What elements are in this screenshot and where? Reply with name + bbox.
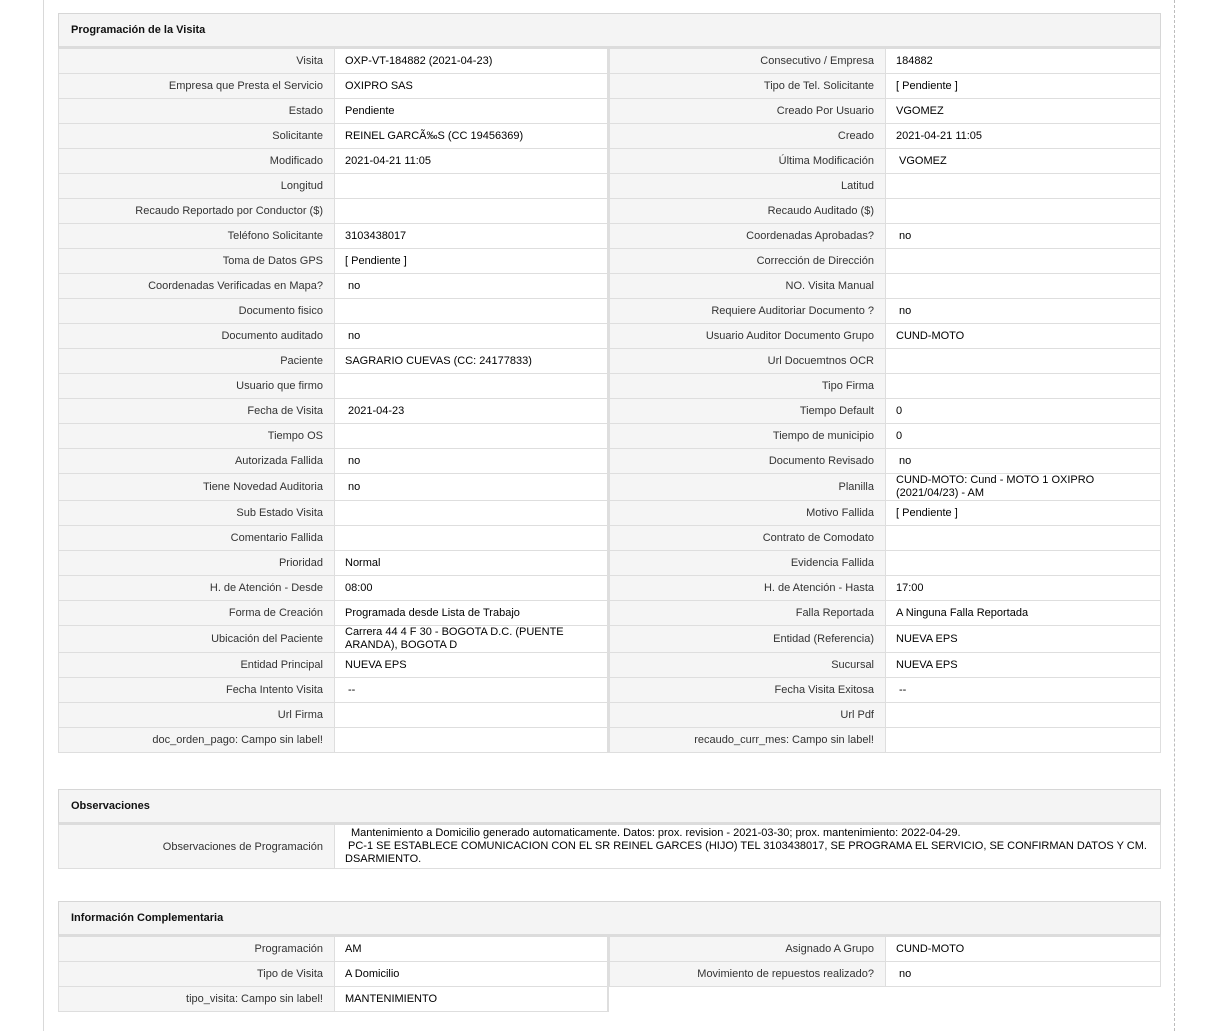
field-value-autorizada-fallida: [334, 449, 609, 474]
field-value-recaudo-curr-mes-campo-sin-label: [885, 728, 1161, 753]
field-value-coordenadas-aprobadas: [885, 224, 1161, 249]
field-value-text: A Domicilio: [345, 967, 400, 980]
field-value-text: OXP-VT-184882 (2021-04-23): [345, 54, 493, 67]
field-value-paciente: [334, 349, 609, 374]
field-value-text: no: [348, 454, 361, 467]
field-value-prioridad: [334, 551, 609, 576]
field-label-fecha-intento-visita: Fecha Intento Visita: [58, 678, 334, 703]
field-value-modificado: [334, 149, 609, 174]
field-label-programacion: Programación: [58, 937, 334, 962]
field-label-estado: Estado: [58, 99, 334, 124]
field-value-tiene-novedad-auditoria: [334, 474, 609, 501]
field-value-text: no: [899, 304, 912, 317]
field-value-text: 0: [896, 429, 903, 442]
field-value-text: CUND-MOTO: [896, 329, 965, 342]
field-label-ultima-modificacion: Última Modificación: [609, 149, 885, 174]
field-value-url-pdf: [885, 703, 1161, 728]
field-value-text: 184882: [896, 54, 933, 67]
field-value-latitud: [885, 174, 1161, 199]
field-value-text: SAGRARIO CUEVAS (CC: 24177833): [345, 354, 532, 367]
page-left-border: [43, 0, 44, 1031]
field-label-tipo-visita-campo-sin-label: tipo_visita: Campo sin label!: [58, 987, 334, 1012]
field-label-sub-estado-visita: Sub Estado Visita: [58, 501, 334, 526]
field-value-telefono-solicitante: [334, 224, 609, 249]
field-label-comentario-fallida: Comentario Fallida: [58, 526, 334, 551]
field-label-correccion-de-direccion: Corrección de Dirección: [609, 249, 885, 274]
field-value-ultima-modificacion: [885, 149, 1161, 174]
field-value-text: Normal: [345, 556, 381, 569]
field-value-correccion-de-direccion: [885, 249, 1161, 274]
field-label-coordenadas-aprobadas: Coordenadas Aprobadas?: [609, 224, 885, 249]
field-value-forma-de-creacion: [334, 601, 609, 626]
field-value-consecutivo-empresa: [885, 49, 1161, 74]
field-value-text: no: [899, 454, 912, 467]
field-value-text: CUND-MOTO: [896, 942, 965, 955]
field-label-tipo-firma: Tipo Firma: [609, 374, 885, 399]
field-label-telefono-solicitante: Teléfono Solicitante: [58, 224, 334, 249]
field-value-text: [ Pendiente ]: [896, 79, 958, 92]
field-label-entidad-referencia: Entidad (Referencia): [609, 626, 885, 653]
field-label-url-firma: Url Firma: [58, 703, 334, 728]
field-value-text: 2021-04-23: [348, 404, 405, 417]
field-label-movimiento-de-repuestos-realizado: Movimiento de repuestos realizado?: [609, 962, 885, 987]
programacion-section: [58, 13, 1161, 753]
field-value-toma-de-datos-gps: [334, 249, 609, 274]
field-label-sucursal: Sucursal: [609, 653, 885, 678]
field-value-ubicacion-del-paciente: [334, 626, 609, 653]
empty-cell: [609, 987, 885, 1012]
field-value-creado-por-usuario: [885, 99, 1161, 124]
field-label-visita: Visita: [58, 49, 334, 74]
field-label-forma-de-creacion: Forma de Creación: [58, 601, 334, 626]
field-value-entidad-referencia: [885, 626, 1161, 653]
page-right-border: [1174, 0, 1175, 1031]
field-label-fecha-de-visita: Fecha de Visita: [58, 399, 334, 424]
field-value-text: OXIPRO SAS: [345, 79, 413, 92]
field-value-text: [ Pendiente ]: [896, 506, 958, 519]
field-value-tiempo-default: [885, 399, 1161, 424]
field-value-recaudo-reportado-por-conductor: [334, 199, 609, 224]
field-value-comentario-fallida: [334, 526, 609, 551]
field-label-tiempo-default: Tiempo Default: [609, 399, 885, 424]
section-title-programacion: Programación de la Visita: [58, 13, 1161, 49]
field-label-creado: Creado: [609, 124, 885, 149]
observaciones-label: Observaciones de Programación: [58, 825, 334, 869]
field-label-falla-reportada: Falla Reportada: [609, 601, 885, 626]
field-value-tipo-firma: [885, 374, 1161, 399]
field-label-documento-fisico: Documento fisico: [58, 299, 334, 324]
field-value-tipo-de-visita: [334, 962, 609, 987]
field-label-consecutivo-empresa: Consecutivo / Empresa: [609, 49, 885, 74]
empty-cell: [885, 987, 1161, 1012]
field-value-programacion: [334, 937, 609, 962]
field-label-recaudo-auditado: Recaudo Auditado ($): [609, 199, 885, 224]
field-label-modificado: Modificado: [58, 149, 334, 174]
observaciones-value: [334, 825, 1161, 869]
field-value-url-docuemtnos-ocr: [885, 349, 1161, 374]
field-label-recaudo-curr-mes-campo-sin-label: recaudo_curr_mes: Campo sin label!: [609, 728, 885, 753]
field-value-recaudo-auditado: [885, 199, 1161, 224]
field-label-h-de-atencion-desde: H. de Atención - Desde: [58, 576, 334, 601]
field-label-h-de-atencion-hasta: H. de Atención - Hasta: [609, 576, 885, 601]
field-value-tipo-de-tel-solicitante: [885, 74, 1161, 99]
observaciones-line-3: DSARMIENTO.: [345, 853, 422, 865]
field-label-solicitante: Solicitante: [58, 124, 334, 149]
field-value-documento-auditado: [334, 324, 609, 349]
field-value-text: no: [348, 480, 361, 493]
field-label-documento-auditado: Documento auditado: [58, 324, 334, 349]
field-label-doc-orden-pago-campo-sin-label: doc_orden_pago: Campo sin label!: [58, 728, 334, 753]
complementaria-section: [58, 901, 1161, 1012]
field-value-falla-reportada: [885, 601, 1161, 626]
complementaria-grid: [58, 937, 1161, 1012]
field-value-tiempo-os: [334, 424, 609, 449]
field-label-recaudo-reportado-por-conductor: Recaudo Reportado por Conductor ($): [58, 199, 334, 224]
field-label-usuario-auditor-documento-grupo: Usuario Auditor Documento Grupo: [609, 324, 885, 349]
field-value-text: Programada desde Lista de Trabajo: [345, 606, 520, 619]
observaciones-line-1: Mantenimiento a Domicilio generado automaticamente. Datos: prox. revision - 2021-03-30; prox. mantenimiento: 2022-04-29.: [351, 827, 961, 839]
field-value-usuario-que-firmo: [334, 374, 609, 399]
field-value-tiempo-de-municipio: [885, 424, 1161, 449]
field-label-no-visita-manual: NO. Visita Manual: [609, 274, 885, 299]
field-label-creado-por-usuario: Creado Por Usuario: [609, 99, 885, 124]
field-value-text: --: [348, 683, 356, 696]
field-label-entidad-principal: Entidad Principal: [58, 653, 334, 678]
field-value-documento-revisado: [885, 449, 1161, 474]
field-value-text: AM: [345, 942, 362, 955]
field-value-requiere-auditoriar-documento: [885, 299, 1161, 324]
field-value-h-de-atencion-desde: [334, 576, 609, 601]
field-value-text: no: [348, 279, 361, 292]
field-value-text: Carrera 44 4 F 30 - BOGOTA D.C. (PUENTE ARANDA), BOGOTA D: [345, 626, 564, 651]
field-value-sucursal: [885, 653, 1161, 678]
field-label-tiempo-de-municipio: Tiempo de municipio: [609, 424, 885, 449]
field-value-text: 0: [896, 404, 903, 417]
field-value-fecha-intento-visita: [334, 678, 609, 703]
field-value-text: no: [899, 229, 912, 242]
field-label-ubicacion-del-paciente: Ubicación del Paciente: [58, 626, 334, 653]
field-label-toma-de-datos-gps: Toma de Datos GPS: [58, 249, 334, 274]
field-value-longitud: [334, 174, 609, 199]
field-value-text: [ Pendiente ]: [345, 254, 407, 267]
field-value-fecha-visita-exitosa: [885, 678, 1161, 703]
field-label-tiempo-os: Tiempo OS: [58, 424, 334, 449]
section-title-complementaria: Información Complementaria: [58, 901, 1161, 937]
field-value-text: --: [899, 683, 907, 696]
field-value-creado: [885, 124, 1161, 149]
field-value-text: 08:00: [345, 581, 373, 594]
field-value-entidad-principal: [334, 653, 609, 678]
field-label-planilla: Planilla: [609, 474, 885, 501]
field-label-tipo-de-tel-solicitante: Tipo de Tel. Solicitante: [609, 74, 885, 99]
field-value-text: NUEVA EPS: [345, 658, 407, 671]
programacion-grid: [58, 49, 1161, 753]
field-value-text: MANTENIMIENTO: [345, 992, 438, 1005]
field-value-sub-estado-visita: [334, 501, 609, 526]
field-value-usuario-auditor-documento-grupo: [885, 324, 1161, 349]
field-label-documento-revisado: Documento Revisado: [609, 449, 885, 474]
field-value-text: 2021-04-21 11:05: [345, 154, 432, 167]
field-label-latitud: Latitud: [609, 174, 885, 199]
field-value-estado: [334, 99, 609, 124]
field-value-fecha-de-visita: [334, 399, 609, 424]
field-label-motivo-fallida: Motivo Fallida: [609, 501, 885, 526]
field-value-contrato-de-comodato: [885, 526, 1161, 551]
field-value-h-de-atencion-hasta: [885, 576, 1161, 601]
field-label-requiere-auditoriar-documento: Requiere Auditoriar Documento ?: [609, 299, 885, 324]
field-value-url-firma: [334, 703, 609, 728]
field-value-solicitante: [334, 124, 609, 149]
field-value-movimiento-de-repuestos-realizado: [885, 962, 1161, 987]
field-value-text: Pendiente: [345, 104, 395, 117]
field-label-fecha-visita-exitosa: Fecha Visita Exitosa: [609, 678, 885, 703]
field-label-tiene-novedad-auditoria: Tiene Novedad Auditoria: [58, 474, 334, 501]
field-label-asignado-a-grupo: Asignado A Grupo: [609, 937, 885, 962]
field-value-text: CUND-MOTO: Cund - MOTO 1 OXIPRO (2021/04/23) - AM: [896, 474, 1095, 499]
field-label-paciente: Paciente: [58, 349, 334, 374]
field-value-text: 2021-04-21 11:05: [896, 129, 983, 142]
field-value-text: VGOMEZ: [896, 104, 944, 117]
field-label-longitud: Longitud: [58, 174, 334, 199]
field-label-prioridad: Prioridad: [58, 551, 334, 576]
field-value-text: NUEVA EPS: [896, 632, 958, 645]
field-value-text: 3103438017: [345, 229, 407, 242]
field-value-empresa-que-presta-el-servicio: [334, 74, 609, 99]
field-label-empresa-que-presta-el-servicio: Empresa que Presta el Servicio: [58, 74, 334, 99]
field-value-coordenadas-verificadas-en-mapa: [334, 274, 609, 299]
section-title-observaciones: Observaciones: [58, 789, 1161, 825]
field-value-asignado-a-grupo: [885, 937, 1161, 962]
field-value-motivo-fallida: [885, 501, 1161, 526]
field-label-autorizada-fallida: Autorizada Fallida: [58, 449, 334, 474]
field-value-text: VGOMEZ: [899, 154, 947, 167]
field-value-text: no: [348, 329, 361, 342]
field-label-evidencia-fallida: Evidencia Fallida: [609, 551, 885, 576]
field-value-evidencia-fallida: [885, 551, 1161, 576]
field-value-text: NUEVA EPS: [896, 658, 958, 671]
field-value-tipo-visita-campo-sin-label: [334, 987, 609, 1012]
field-value-planilla: [885, 474, 1161, 501]
observaciones-section: [58, 789, 1161, 869]
field-label-usuario-que-firmo: Usuario que firmo: [58, 374, 334, 399]
field-value-text: no: [899, 967, 912, 980]
field-value-no-visita-manual: [885, 274, 1161, 299]
field-value-text: REINEL GARCÃ‰S (CC 19456369): [345, 129, 524, 142]
field-label-coordenadas-verificadas-en-mapa: Coordenadas Verificadas en Mapa?: [58, 274, 334, 299]
field-label-contrato-de-comodato: Contrato de Comodato: [609, 526, 885, 551]
field-value-text: 17:00: [896, 581, 924, 594]
field-value-documento-fisico: [334, 299, 609, 324]
field-value-doc-orden-pago-campo-sin-label: [334, 728, 609, 753]
observaciones-line-2: PC-1 SE ESTABLECE COMUNICACION CON EL SR REINEL GARCES (HIJO) TEL 3103438017, SE PROGRAMA EL SERVICIO, SE CONFIRMAN DATOS Y CM.: [348, 840, 1147, 852]
field-label-url-docuemtnos-ocr: Url Docuemtnos OCR: [609, 349, 885, 374]
field-value-text: A Ninguna Falla Reportada: [896, 606, 1029, 619]
field-value-visita: [334, 49, 609, 74]
field-label-url-pdf: Url Pdf: [609, 703, 885, 728]
observaciones-grid: [58, 825, 1161, 869]
field-label-tipo-de-visita: Tipo de Visita: [58, 962, 334, 987]
